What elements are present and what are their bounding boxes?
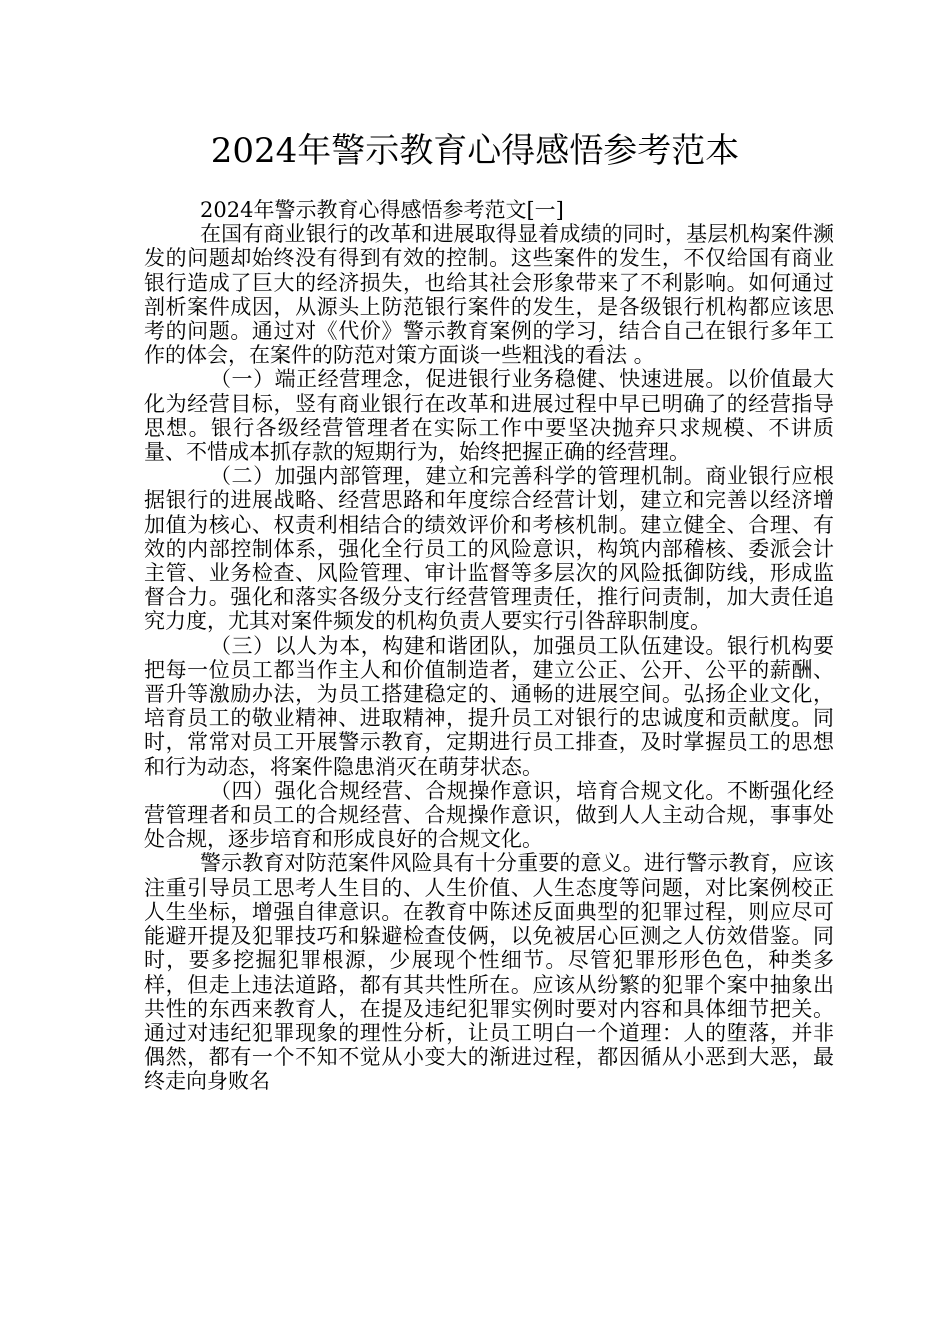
paragraph-intro: 在国有商业银行的改革和进展取得显着成绩的同时，基层机构案件濒发的问题却始终没有得到有效的控制。这些案件的发生，不仅给国有商业银行造成了巨大的经济损失，也给其社会形象带来了不利影响。如何通过剖析案件成因，从源头上防范银行案件的发生，是各级银行机构都应该思考的问题。通过对《代价》警示教育案例的学习，结合自己在银行多年工作的体会，在案件的防范对策方面谈一些粗浅的看法 。: [144, 222, 834, 368]
paragraph-point-3: （三）以人为本，构建和谐团队，加强员工队伍建设。银行机构要把每一位员工都当作主人和价值制造者，建立公正、公开、公平的薪酬、晋升等激励办法，为员工搭建稳定的、通畅的进展空间。弘扬企业文化，培育员工的敬业精神、进取精神，提升员工对银行的忠诚度和贡献度。同时，常常对员工开展警示教育，定期进行员工排查，及时掌握员工的思想和行为动态，将案件隐患消灭在萌芽状态。: [144, 633, 834, 779]
paragraph-conclusion: 警示教育对防范案件风险具有十分重要的意义。进行警示教育，应该注重引导员工思考人生目的、人生价值、人生态度等问题，对比案例校正人生坐标，增强自律意识。在教育中陈述反面典型的犯罪过程，则应尽可能避开提及犯罪技巧和躲避检查伎俩，以免被居心叵测之人仿效借鉴。同时，要多挖掘犯罪根源，少展现个性细节。尽管犯罪形形色色，种类多样，但走上违法道路，都有其共性所在。应该从纷繁的犯罪个案中抽象出共性的东西来教育人，在提及违纪犯罪实例时要对内容和具体细节把关。通过对违纪犯罪现象的理性分析，让员工明白一个道理：人的堕落，并非偶然，都有一个不知不觉从小变大的渐进过程，都因循从小恶到大恶，最终走向身败名: [144, 851, 834, 1094]
paragraph-point-1: （一）端正经营理念，促进银行业务稳健、快速进展。以价值最大化为经营目标，竖有商业银行在改革和进展过程中早已明确了的经营指导思想。银行各级经营管理者在实际工作中要坚决抛弃只求规模、不讲质量、不惜成本抓存款的短期行为，始终把握正确的经营理。: [144, 367, 834, 465]
section-subtitle: 2024年警示教育心得感悟参考范文[一]: [200, 198, 564, 222]
document-body: [144, 198, 834, 1094]
paragraph-point-2: （二）加强内部管理，建立和完善科学的管理机制。商业银行应根据银行的进展战略、经营思路和年度综合经营计划，建立和完善以经济增加值为核心、权责利相结合的绩效评价和考核机制。建立健全、合理、有效的内部控制体系，强化全行员工的风险意识，构筑内部稽核、委派会计主管、业务检查、风险管理、审计监督等多层次的风险抵御防线，形成监督合力。强化和落实各级分支行经营管理责任，推行问责制，加大责任追究力度，尤其对案件频发的机构负责人要实行引咎辞职制度。: [144, 464, 834, 634]
paragraph-point-4: （四）强化合规经营、合规操作意识，培育合规文化。不断强化经营管理者和员工的合规经营、合规操作意识，做到人人主动合规，事事处处合规，逐步培育和形成良好的合规文化。: [144, 778, 834, 852]
document-title: 2024年警示教育心得感悟参考范本: [210, 131, 740, 171]
